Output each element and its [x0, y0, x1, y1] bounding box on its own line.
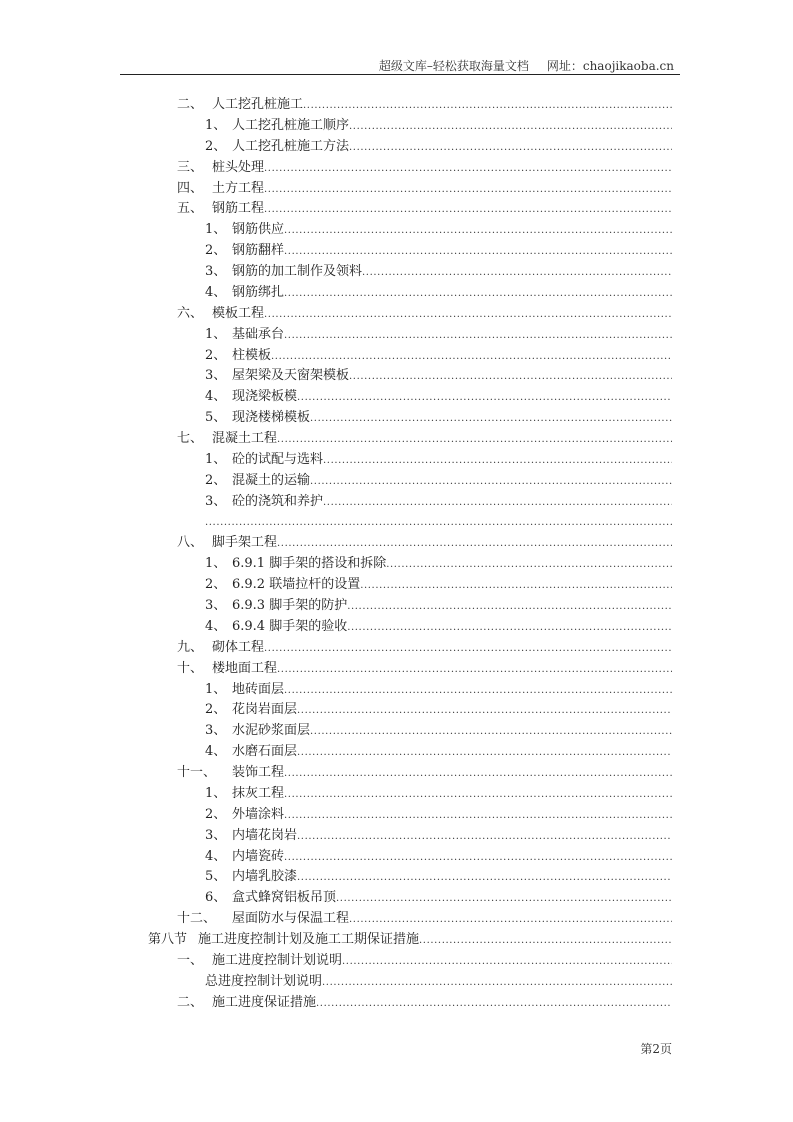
toc-entry-title: 6.9.1 脚手架的搭设和拆除	[232, 556, 387, 572]
toc-entry[interactable]	[0, 826, 672, 847]
toc-entry-title: 混凝土的运输	[232, 472, 311, 488]
toc-entry[interactable]	[0, 805, 672, 826]
toc-entry[interactable]	[0, 450, 672, 471]
toc-entry-title: 楼地面工程	[212, 660, 278, 676]
dot-leader	[205, 513, 672, 534]
toc-entry[interactable]	[0, 220, 672, 241]
toc-entry[interactable]	[0, 429, 672, 450]
dot-leader	[297, 827, 672, 848]
dot-leader	[297, 868, 672, 889]
toc-entry-number: 1、	[205, 681, 227, 697]
toc-entry-title: 屋架梁及天窗架模板	[232, 368, 350, 384]
toc-entry-title: 装饰工程	[232, 765, 285, 780]
dot-leader	[336, 889, 672, 910]
toc-entry-title: 模板工程	[212, 305, 265, 321]
dot-leader	[277, 660, 672, 681]
toc-entry[interactable]	[0, 492, 672, 513]
dot-leader	[264, 639, 672, 660]
toc-entry-title: 地砖面层	[232, 681, 285, 697]
toc-entry-number: 四、	[177, 180, 204, 196]
toc-entry-number: 2、	[205, 138, 227, 154]
toc-entry[interactable]	[0, 596, 672, 617]
toc-entry-title: 人工挖孔桩施工顺序	[232, 117, 350, 133]
dot-leader	[264, 180, 672, 201]
toc-entry-title: 抹灰工程	[232, 785, 285, 801]
toc-entry-title: 柱模板	[232, 347, 272, 363]
toc-entry-title: 6.9.2 联墙拉杆的设置	[232, 577, 361, 593]
toc-entry-title: 砌体工程	[212, 639, 265, 655]
dot-leader	[323, 451, 672, 472]
toc-entry-title: 混凝土工程	[212, 431, 278, 446]
dot-leader	[284, 848, 672, 869]
toc-entry-number: 4、	[205, 848, 227, 864]
toc-entry-title: 6.9.4 脚手架的验收	[232, 618, 348, 634]
dot-leader	[284, 764, 672, 785]
toc-entry[interactable]	[0, 408, 672, 429]
dot-leader	[362, 263, 672, 284]
toc-entry[interactable]	[0, 659, 672, 680]
toc-entry-title: 现浇楼梯模板	[232, 410, 311, 426]
dot-leader	[264, 200, 672, 221]
toc-entry-title: 外墙涂料	[232, 806, 285, 822]
header-rule	[120, 74, 680, 75]
toc-entry-number: 一、	[177, 952, 204, 968]
dot-leader	[277, 534, 672, 555]
toc-entry-number: 1、	[205, 117, 227, 133]
toc-entry[interactable]	[0, 95, 672, 116]
toc-entry-title: 内墙乳胶漆	[232, 869, 298, 885]
page-number: 第2页	[640, 1042, 672, 1056]
toc-entry-number: 2、	[205, 702, 227, 718]
toc-entry-title: 砼的浇筑和养护	[232, 493, 324, 509]
toc-entry-number: 1、	[205, 326, 227, 342]
toc-entry[interactable]	[0, 366, 672, 387]
dot-leader	[310, 409, 672, 430]
toc-entry-number: 2、	[205, 577, 227, 593]
toc-entry-title: 施工进度控制计划说明	[212, 952, 343, 968]
toc-entry[interactable]	[0, 763, 672, 784]
toc-entry-number: 1、	[205, 451, 227, 467]
dot-leader	[284, 326, 672, 347]
toc-entry[interactable]	[0, 179, 672, 200]
toc-entry[interactable]	[0, 909, 672, 930]
dot-leader	[297, 701, 672, 722]
toc-entry[interactable]	[0, 262, 672, 283]
toc-entry[interactable]	[0, 199, 672, 220]
dot-leader	[349, 910, 672, 931]
toc-entry[interactable]	[0, 575, 672, 596]
toc-entry[interactable]	[0, 241, 672, 262]
toc-entry[interactable]	[0, 617, 672, 638]
dot-leader	[349, 138, 672, 159]
dot-leader	[297, 388, 672, 409]
dot-leader	[297, 743, 672, 764]
dot-leader	[419, 931, 672, 952]
dot-leader	[386, 555, 672, 576]
toc-entry[interactable]	[0, 721, 672, 742]
toc-entry-number: 3、	[205, 598, 227, 613]
toc-entry-number: 5、	[205, 410, 227, 426]
toc-entry-number: 4、	[205, 284, 227, 300]
toc-entry-number: 2、	[205, 472, 227, 488]
toc-entry-number: 六、	[177, 305, 204, 321]
toc-entry-title: 钢筋的加工制作及领料	[232, 264, 363, 279]
dot-leader	[303, 96, 672, 117]
toc-entry[interactable]	[0, 847, 672, 868]
toc-entry-number: 2、	[205, 243, 227, 259]
toc-entry-title: 6.9.3 脚手架的防护	[232, 598, 348, 613]
toc-entry-number: 第八节	[148, 932, 188, 947]
toc-entry-number: 二、	[177, 97, 204, 112]
header-url: 网址：chaojikaoba.cn	[546, 59, 674, 73]
toc-entry[interactable]	[0, 972, 672, 993]
toc-entry-number: 4、	[205, 389, 227, 405]
toc-entry[interactable]	[0, 930, 672, 951]
toc-entry[interactable]	[0, 533, 672, 554]
dot-leader	[347, 597, 672, 618]
toc-entry-title: 内墙花岗岩	[232, 827, 298, 843]
toc-entry[interactable]	[0, 638, 672, 659]
toc-entry-number: 十、	[177, 660, 204, 676]
toc-entry-number: 2、	[205, 806, 227, 822]
page-header	[120, 57, 674, 74]
dot-leader	[349, 367, 672, 388]
toc-entry-title: 钢筋翻样	[232, 243, 285, 259]
toc-entry-number: 2、	[205, 347, 227, 363]
toc-entry[interactable]	[0, 283, 672, 304]
toc-entry-title: 水泥砂浆面层	[232, 723, 311, 739]
toc-entry-number: 五、	[177, 201, 204, 217]
toc-entry[interactable]	[0, 680, 672, 701]
toc-entry[interactable]	[0, 888, 672, 909]
toc-entry-title: 施工进度保证措施	[212, 994, 317, 1010]
toc-entry-title: 钢筋供应	[232, 222, 285, 238]
toc-entry-title: 桩头处理	[212, 159, 265, 175]
dot-leader	[310, 722, 672, 743]
dot-leader	[347, 618, 672, 639]
toc-entry-title: 基础承台	[232, 326, 285, 342]
toc-entry[interactable]	[0, 471, 672, 492]
toc-entry[interactable]	[0, 951, 672, 972]
dot-leader	[284, 806, 672, 827]
toc-entry[interactable]	[0, 867, 672, 888]
toc-entry-number: 4、	[205, 618, 227, 634]
toc-entry[interactable]	[0, 116, 672, 137]
toc-entry-number: 3、	[205, 723, 227, 739]
table-of-contents	[0, 95, 793, 1014]
toc-entry-title: 水磨石面层	[232, 744, 298, 760]
toc-entry-title: 钢筋工程	[212, 201, 265, 217]
toc-entry[interactable]	[0, 387, 672, 408]
toc-entry-number: 3、	[205, 493, 227, 509]
toc-entry-number: 3、	[205, 264, 227, 279]
toc-entry[interactable]	[0, 137, 672, 158]
toc-entry-title: 内墙瓷砖	[232, 848, 285, 864]
toc-entry-number: 二、	[177, 994, 204, 1010]
toc-entry[interactable]	[0, 784, 672, 805]
toc-entry-number: 八、	[177, 535, 204, 551]
toc-entry-number: 1、	[205, 222, 227, 238]
toc-entry[interactable]	[0, 554, 672, 575]
toc-entry-number: 九、	[177, 639, 204, 655]
toc-entry[interactable]	[0, 304, 672, 325]
toc-entry[interactable]	[0, 700, 672, 721]
dot-leader	[316, 994, 672, 1015]
dot-leader	[360, 576, 672, 597]
toc-entry-number: 1、	[205, 556, 227, 572]
toc-entry-title: 人工挖孔桩施工	[212, 97, 304, 112]
dot-leader	[284, 221, 672, 242]
toc-entry-title: 现浇梁板模	[232, 389, 298, 405]
dot-leader	[322, 973, 672, 994]
toc-entry-number: 三、	[177, 159, 204, 175]
toc-entry[interactable]	[0, 158, 672, 179]
dot-leader	[284, 681, 672, 702]
toc-entry-number: 十一、	[177, 765, 217, 780]
dot-leader	[323, 493, 672, 514]
toc-entry[interactable]	[0, 742, 672, 763]
toc-entry[interactable]	[0, 993, 672, 1014]
toc-entry-title: 脚手架工程	[212, 535, 278, 551]
toc-entry[interactable]	[0, 513, 672, 534]
toc-entry-title: 盒式蜂窝铝板吊顶	[232, 890, 337, 906]
dot-leader	[277, 430, 672, 451]
toc-entry-number: 5、	[205, 869, 227, 885]
toc-entry-number: 十二、	[177, 911, 217, 927]
header-site-name: 超级文库–轻松获取海量文档	[378, 59, 529, 73]
dot-leader	[342, 952, 672, 973]
dot-leader	[271, 347, 672, 368]
toc-entry-title: 土方工程	[212, 180, 265, 196]
toc-entry-title: 钢筋绑扎	[232, 284, 285, 300]
toc-entry-number: 七、	[177, 431, 204, 446]
dot-leader	[284, 785, 672, 806]
toc-entry-title: 人工挖孔桩施工方法	[232, 138, 350, 154]
toc-entry-title: 屋面防水与保温工程	[232, 911, 350, 927]
toc-entry-title: 花岗岩面层	[232, 702, 298, 718]
toc-entry-number: 1、	[205, 785, 227, 801]
dot-leader	[349, 117, 672, 138]
toc-entry-title: 总进度控制计划说明	[205, 973, 323, 989]
toc-entry-number: 4、	[205, 744, 227, 760]
dot-leader	[284, 242, 672, 263]
toc-entry[interactable]	[0, 325, 672, 346]
dot-leader	[264, 305, 672, 326]
toc-entry-number: 6、	[205, 890, 227, 906]
dot-leader	[310, 472, 672, 493]
toc-entry[interactable]	[0, 346, 672, 367]
toc-entry-title: 施工进度控制计划及施工工期保证措施	[198, 932, 420, 947]
toc-entry-number: 3、	[205, 368, 227, 384]
toc-entry-number: 3、	[205, 827, 227, 843]
toc-entry-title: 砼的试配与选料	[232, 451, 324, 467]
dot-leader	[264, 159, 672, 180]
dot-leader	[284, 284, 672, 305]
